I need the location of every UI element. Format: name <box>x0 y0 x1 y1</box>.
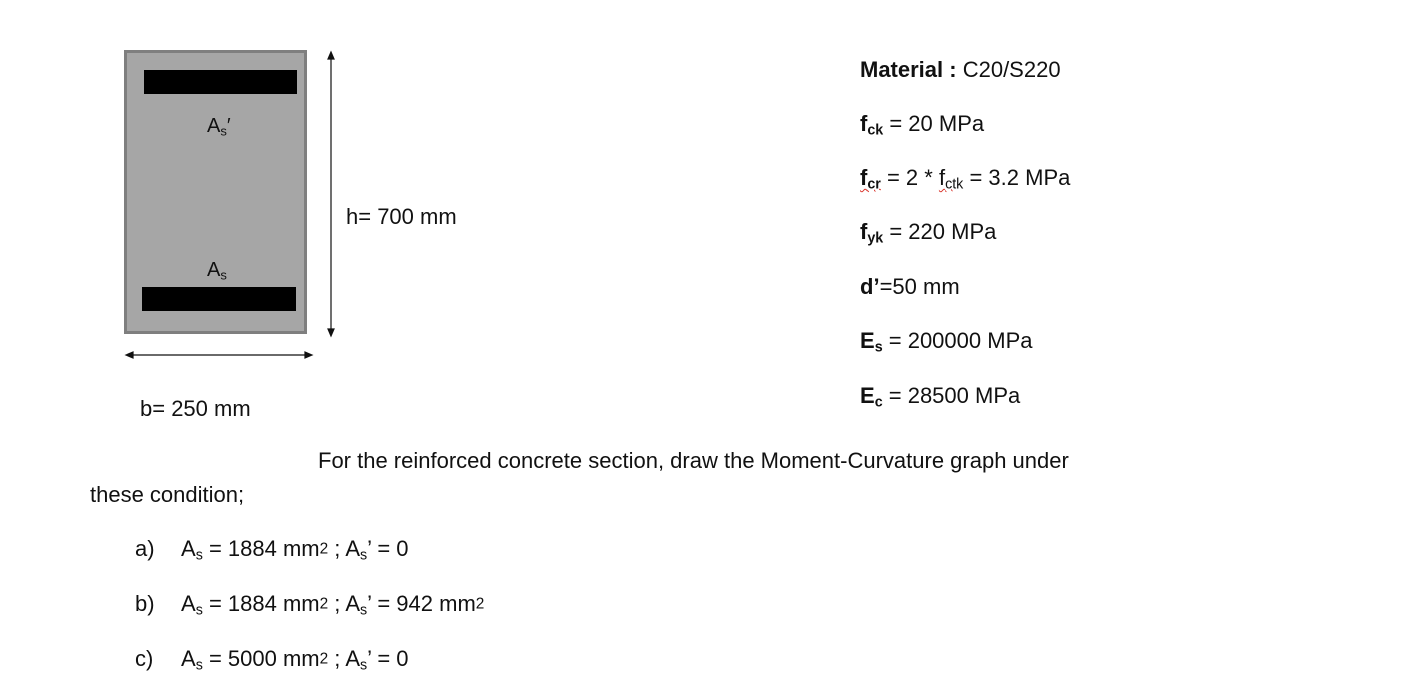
width-arrow-left <box>126 352 133 358</box>
ec-line: $E_c = 28500$ MPa <box>860 383 1021 411</box>
top-steel-label: $A_s'$ <box>207 115 231 139</box>
width-label: b= 250 mm <box>140 396 251 421</box>
es-line: $E_s = 200000$ MPa <box>860 328 1033 356</box>
width-arrow-right <box>305 352 312 358</box>
question-line-1: For the reinforced concrete section, draw the Moment-Curvature graph under <box>318 448 1069 473</box>
fcr-line: $f_{cr} = 2 * f_{ctk} = 3.2$ MPa <box>860 165 1071 193</box>
fck-line: $f_{ck} = 20$ MPa <box>860 111 985 139</box>
question-line-2: these condition; <box>90 482 245 507</box>
fyk-line: $f_{yk} = 220$ MPa <box>860 219 997 247</box>
d-prime-line: d’=50 mm <box>860 274 960 299</box>
case-a: a) $A_s = 1884$ $mm^2$ ; $A_s$’ = 0 <box>135 536 409 564</box>
case-b: b) $A_s = 1884$ $mm^2$ ; $A_s$’ = 942 $mm^2$ <box>135 591 485 619</box>
case-c: c) $A_s = 5000$ $mm^2$ ; $A_s$’ = 0 <box>135 646 409 674</box>
height-arrow-top <box>328 52 334 59</box>
material-title: Material : C20/S220 <box>860 57 1061 82</box>
bottom-steel-label: $A_s$ <box>207 259 227 283</box>
height-label: h= 700 mm <box>346 204 457 229</box>
height-arrow-bottom <box>328 329 334 336</box>
